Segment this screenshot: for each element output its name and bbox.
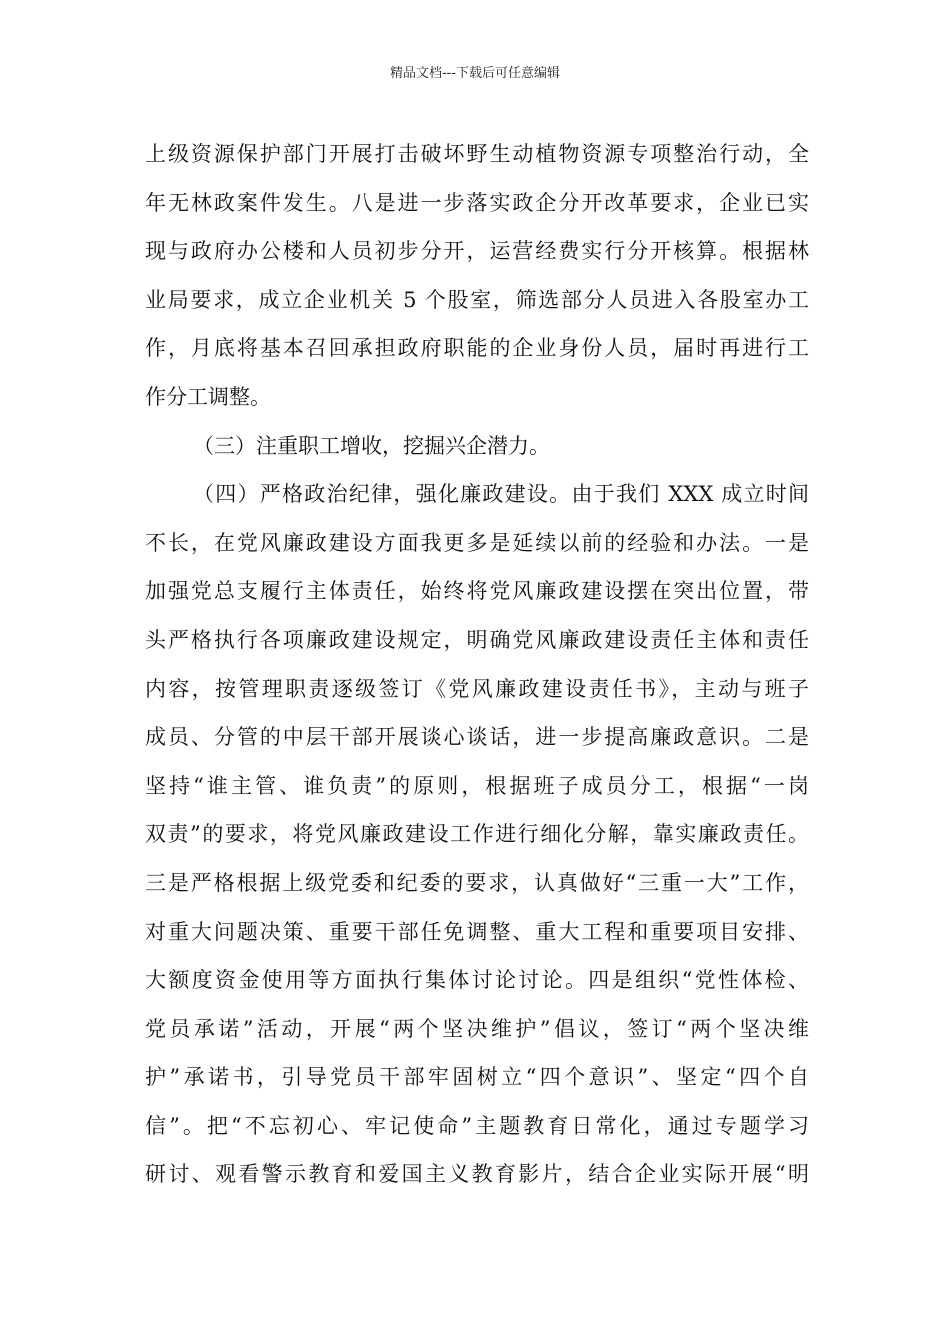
text-line: 加强党总支履行主体责任，始终将党风廉政建设摆在突出位置，带 [145, 579, 809, 604]
text-line: 三是严格根据上级党委和纪委的要求，认真做好“三重一大”工作， [145, 870, 809, 895]
text-line: 现与政府办公楼和人员初步分开，运营经费实行分开核算。根据林 [145, 239, 809, 264]
text-line: 上级资源保护部门开展打击破坏野生动植物资源专项整治行动，全 [145, 142, 809, 166]
text-line: 护”承诺书，引导党员干部牢固树立“四个意识”、坚定“四个自 [145, 1065, 809, 1090]
text-line: 大额度资金使用等方面执行集体讨论讨论。四是组织“党性体检、 [145, 968, 809, 993]
text-line: 党员承诺”活动，开展“两个坚决维护”倡议，签订“两个坚决维 [145, 1016, 809, 1041]
text-line: 内容，按管理职责逐级签订《党风廉政建设责任书》，主动与班子 [145, 676, 809, 701]
text-line: 双责”的要求，将党风廉政建设工作进行细化分解，靠实廉政责任。 [145, 822, 809, 847]
text-line: 作分工调整。 [145, 384, 271, 409]
section-heading-3: （三）注重职工增收，挖掘兴企潜力。 [193, 433, 550, 458]
page-header: 精品文档---下载后可任意编辑 [389, 66, 561, 81]
text-line: 业局要求，成立企业机关 5 个股室，筛选部分人员进入各股室办工 [145, 287, 809, 312]
text-line: 信”。把“不忘初心、牢记使命”主题教育日常化，通过专题学习 [145, 1113, 809, 1138]
text-line: 不长，在党风廉政建设方面我更多是延续以前的经验和办法。一是 [145, 530, 809, 555]
text-line: 作，月底将基本召回承担政府职能的企业身份人员，届时再进行工 [145, 336, 809, 361]
text-line: 坚持“谁主管、谁负责”的原则，根据班子成员分工，根据“一岗 [145, 773, 809, 798]
section-heading-4: （四）严格政治纪律，强化廉政建设。由于我们 XXX 成立时间 [193, 482, 809, 507]
text-line: 年无林政案件发生。八是进一步落实政企分开改革要求，企业已实 [145, 190, 809, 215]
text-line: 研讨、观看警示教育和爱国主义教育影片，结合企业实际开展“明 [145, 1162, 809, 1187]
text-line: 成员、分管的中层干部开展谈心谈话，进一步提高廉政意识。二是 [145, 725, 809, 750]
document-body [145, 130, 809, 1199]
text-line: 对重大问题决策、重要干部任免调整、重大工程和重要项目安排、 [145, 919, 809, 944]
text-line: 头严格执行各项廉政建设规定，明确党风廉政建设责任主体和责任 [145, 627, 809, 652]
